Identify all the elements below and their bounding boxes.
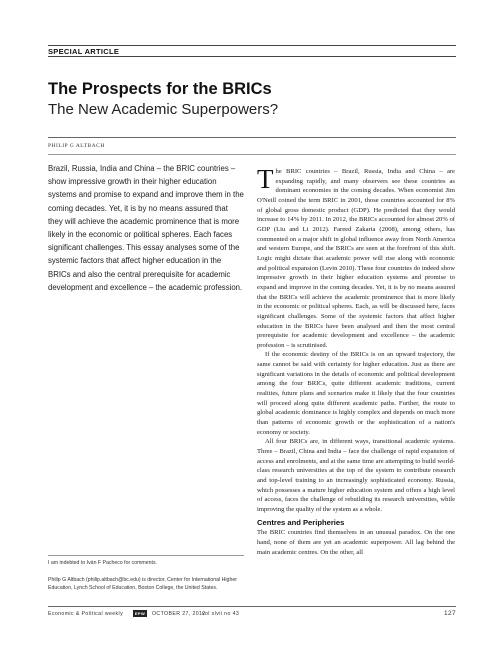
body-paragraph-1 (257, 164, 455, 350)
acknowledgement: I am indebted to Iván F Pacheco for comments. (48, 560, 157, 566)
body-paragraph-4: The BRIC countries find themselves in an unusual paradox. On the one hand, none of them are yet an academic superpower. All lag behind the main academic centres. On the other, all (257, 529, 455, 556)
title-rule (48, 137, 456, 138)
body-paragraph-2: If the economic destiny of the BRICs is on an upward trajectory, the same cannot be said with certainty for higher education. Just as there are significant variations in the details of economic and political development among the four BRICs, quite different academic traditions, current realities, future plans and scenarios make it likely that the four countries will proceed along quite different academic paths. Further, the route to global academic dominance is highly complex and depends on much more than patterns of economic growth or the sophistication of a nation's economy or society. (257, 351, 455, 436)
page-number: 127 (443, 610, 456, 617)
issue-volume: vol xlvii no 43 (202, 611, 240, 617)
author-notes (48, 555, 244, 592)
author-bio: Philip G Altbach (philip.altbach@bc.edu) is director, Center for International Higher Education, Lynch School of Education, Boston College, the United States. (48, 577, 237, 591)
article-subtitle: The New Academic Superpowers? (48, 101, 279, 118)
journal-name: Economic & Political weekly (48, 611, 124, 617)
top-rule (48, 45, 456, 46)
footer-rule (48, 606, 456, 607)
author-name: PHILIP G ALTBACH (48, 143, 105, 149)
drop-cap: T (257, 164, 274, 194)
abstract: Brazil, Russia, India and China – the BRIC countries – show impressive growth in their higher education systems and promise to expand and improve them in the coming decades. Yet, it is by no means assured that they will achieve the academic prominence that is more likely in the economic or political spheres. Each faces significant challenges. This essay analyses some of the systemic factors that affect higher education in the BRICs and also the central prerequisite for academic development and excellence – the academic profession. (48, 164, 244, 292)
page-footer (48, 611, 456, 621)
body-column (257, 164, 455, 557)
section-label: SPECIAL ARTICLE (48, 47, 120, 56)
section-rule (48, 56, 456, 57)
body-paragraph-3: All four BRICs are, in different ways, transitional academic systems. Three – Brazil, China and India – face the challenge of rapid expansion of access and enrolments, and at the same time are attempting to build world-class research universities at the top of the system to contribute research and top-level training to an increasingly sophisticated economy. Russia, which possesses a mature higher education system and offers a high level of access, faces the challenge of rebuilding its research universities, while improving the quality of the system as a whole. (257, 438, 455, 513)
section-heading: Centres and Peripheries (257, 517, 345, 527)
article-title: The Prospects for the BRICs (48, 80, 272, 98)
author-rule (48, 154, 456, 155)
issue-date: OCTOBER 27, 2012 (152, 611, 206, 617)
epw-logo: EPW (134, 611, 146, 616)
body-paragraph-1-text: he BRIC countries – Brazil, Russia, India and China – are expanding rapidly, and many observers see these countries as dominant economies in the coming decades. When economist Jim O'Neill coined the term BRIC in 2001, those countries accounted for 8% of global gross domestic product (GDP). He predicted that they would increase to 14% by 2011. In 2012, the BRICs accounted for almost 20% of GDP (Liu and Li 2012). Fareed Zakaria (2008), among others, has commented on a major shift in global influence away from North America and western Europe, and the BRICs are seen at the forefront of this shift. Logic might dictate that academic power will rise along with economic and political expansion (Levin 2010). These four countries do indeed show impressive growth in their higher education systems and promise to expand and improve in the coming decades. Yet, it is by no means assured that the BRICs will achieve the academic prominence that is more likely in the economic or political spheres. Each, as will be discussed here, faces significant challenges. Some of the systemic factors that affect higher education in the BRICs have been analysed and then the most central prerequisite for academic development and excellence – the academic profession – is scrutinised. (257, 168, 455, 349)
